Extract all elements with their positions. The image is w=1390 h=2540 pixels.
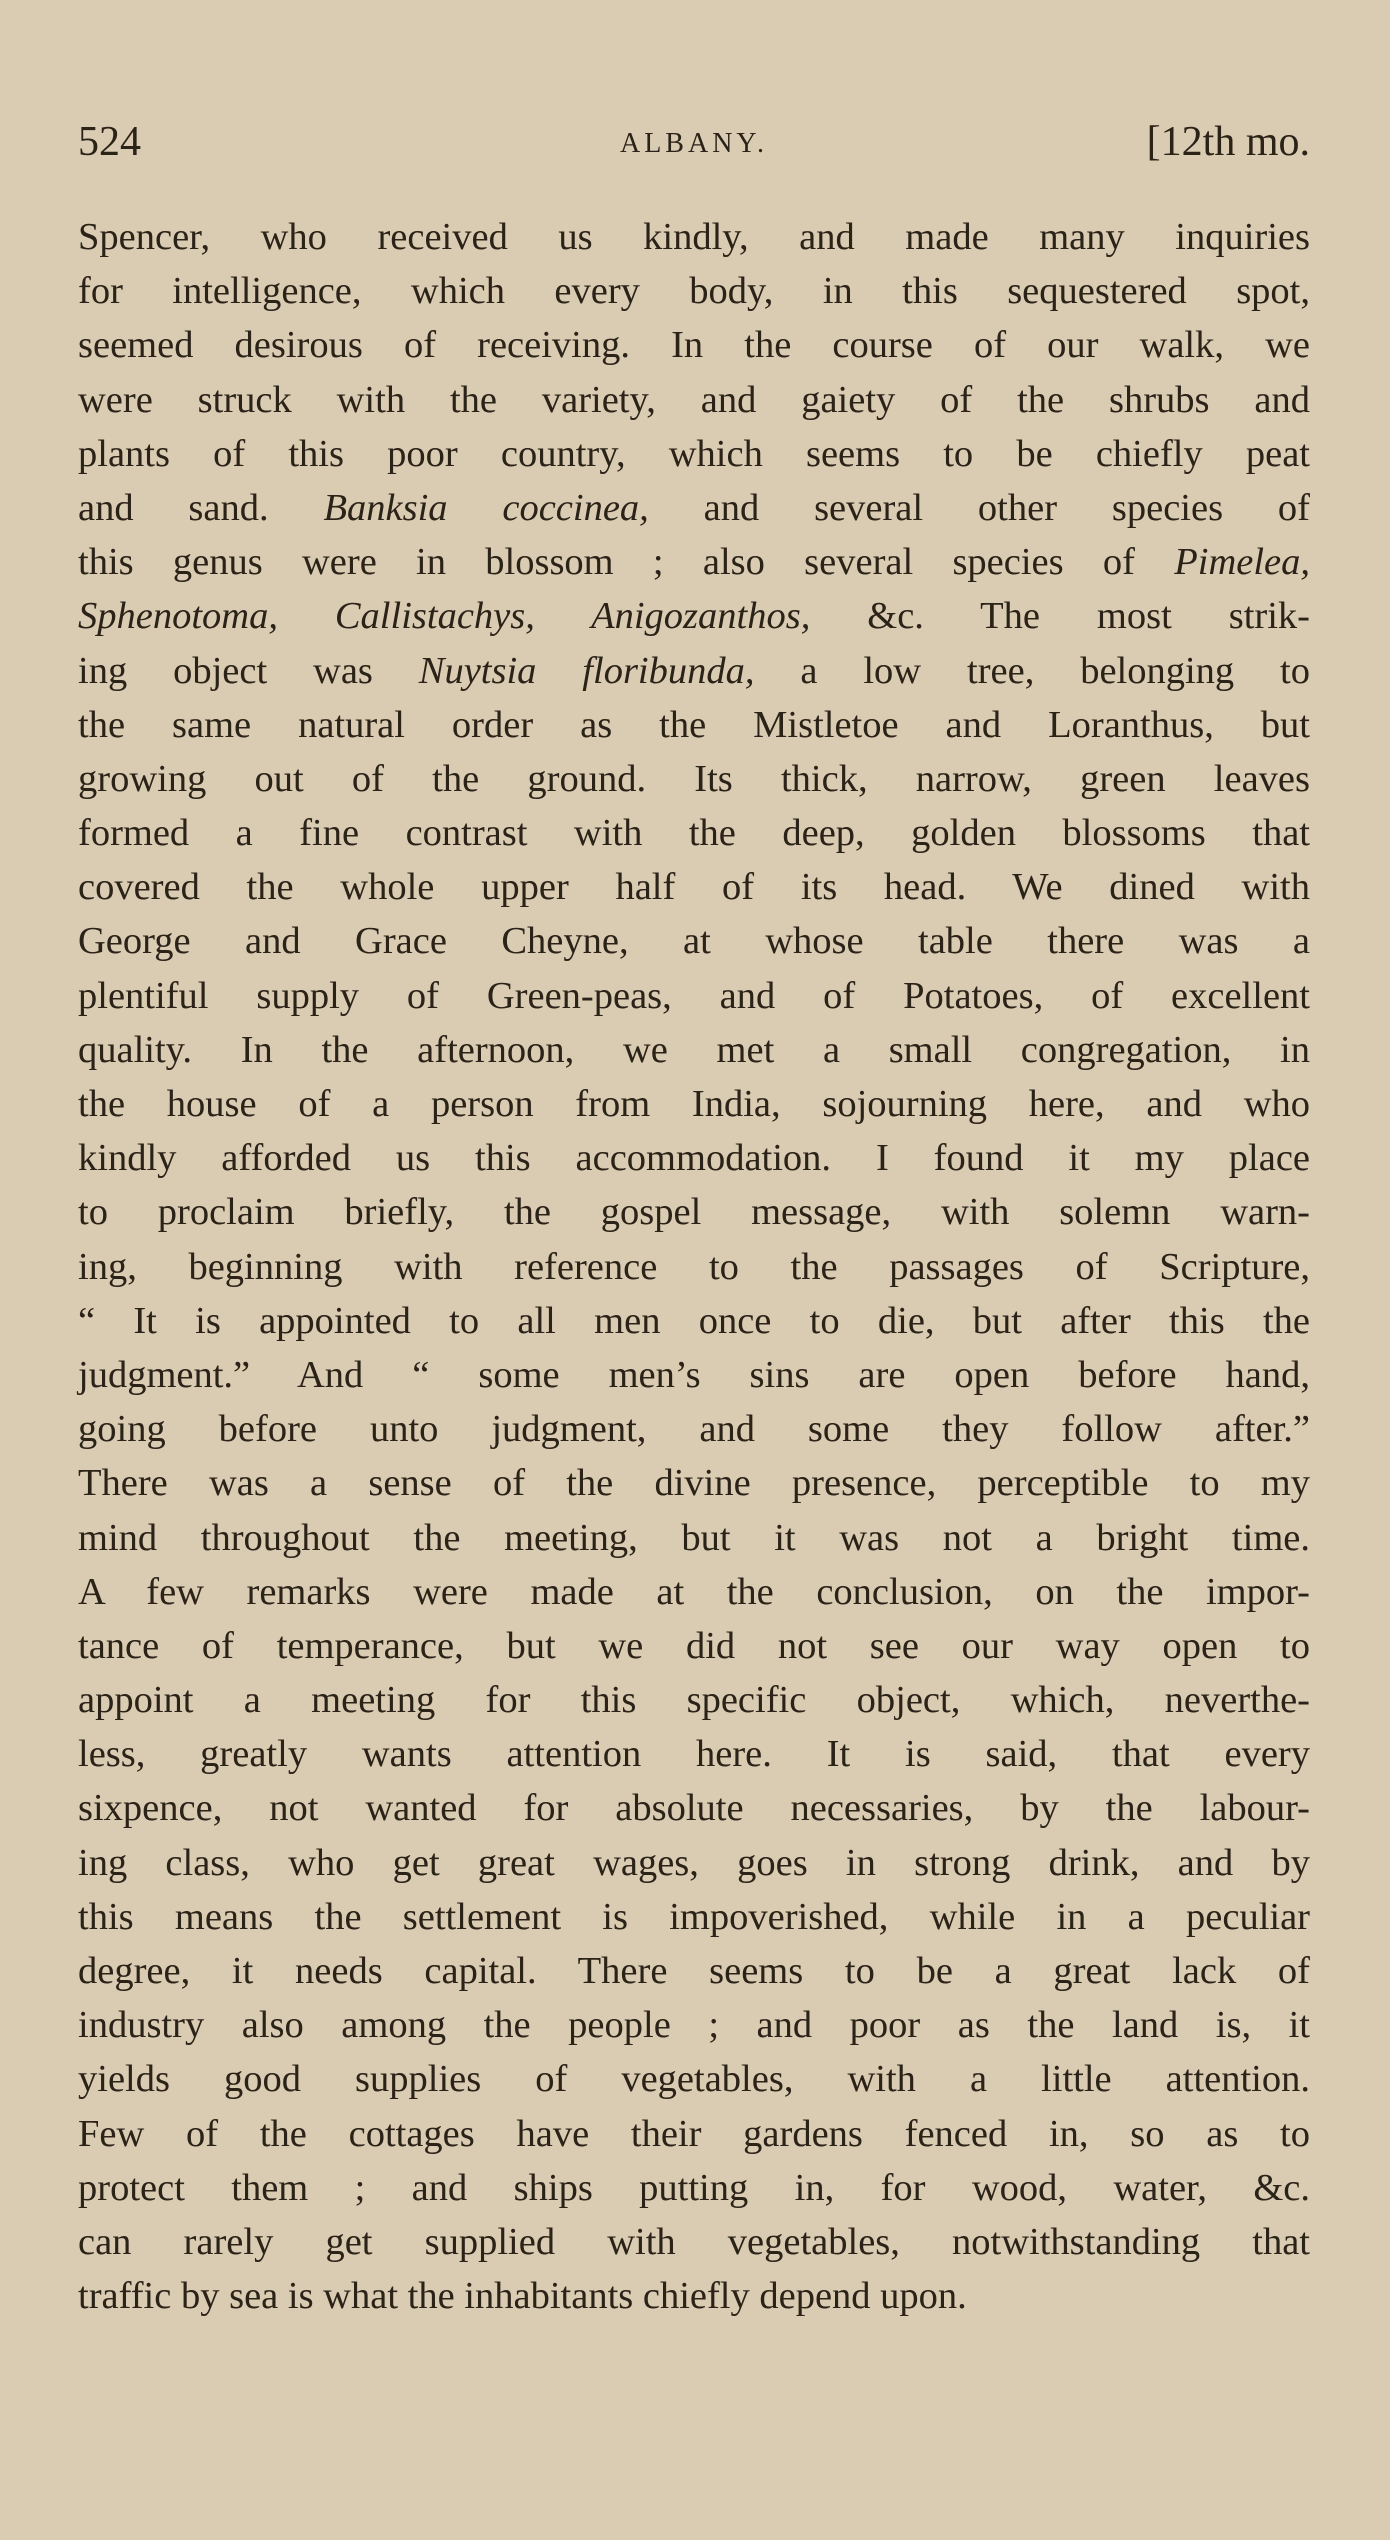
text-run: can rarely get supplied with vegetables, notwithstanding that bbox=[78, 2220, 1310, 2263]
running-title: ALBANY. bbox=[619, 128, 769, 159]
body-text bbox=[78, 210, 1310, 2323]
text-run: &c. The most strik- bbox=[810, 595, 1310, 638]
text-run: There was a sense of the divine presence, perceptible to my bbox=[78, 1462, 1310, 1505]
text-line bbox=[78, 914, 1310, 968]
page-number: 524 bbox=[78, 119, 141, 165]
text-line bbox=[78, 2052, 1310, 2106]
text-run: plants of this poor country, which seems to be chiefly peat bbox=[78, 432, 1310, 475]
text-run: covered the whole upper half of its head. We dined with bbox=[78, 866, 1310, 909]
text-run: ing, beginning with reference to the passages of Scripture, bbox=[78, 1245, 1310, 1288]
text-line bbox=[78, 481, 1310, 535]
text-line bbox=[78, 806, 1310, 860]
text-run: tance of temperance, but we did not see our way open to bbox=[78, 1624, 1310, 1667]
text-run: this genus were in blossom ; also several species of bbox=[78, 541, 1175, 584]
text-run: George and Grace Cheyne, at whose table there was a bbox=[78, 920, 1310, 963]
text-run: judgment.” And “ some men’s sins are open before hand, bbox=[78, 1353, 1310, 1396]
text-run: to proclaim briefly, the gospel message, with solemn warn- bbox=[78, 1191, 1310, 1234]
text-line bbox=[78, 589, 1310, 643]
text-run: yields good supplies of vegetables, with a little attention. bbox=[78, 2058, 1310, 2101]
text-line bbox=[78, 1998, 1310, 2052]
text-line bbox=[78, 1619, 1310, 1673]
text-line bbox=[78, 1727, 1310, 1781]
text-run: plentiful supply of Green-peas, and of Potatoes, of excellent bbox=[78, 974, 1310, 1017]
text-run: appoint a meeting for this specific object, which, neverthe- bbox=[78, 1679, 1310, 1722]
text-run: and sand. bbox=[78, 486, 324, 529]
text-run: and several other species of bbox=[648, 486, 1310, 529]
italic-term: Sphenotoma, Callistachys, Anigozanthos, bbox=[78, 595, 811, 638]
text-line bbox=[78, 1565, 1310, 1619]
text-run: the same natural order as the Mistletoe and Loranthus, but bbox=[78, 703, 1310, 746]
italic-term: Pimelea, bbox=[1174, 541, 1310, 584]
text-line bbox=[78, 1456, 1310, 1510]
text-line bbox=[78, 969, 1310, 1023]
text-line bbox=[78, 698, 1310, 752]
text-run: “ It is appointed to all men once to die, but after this the bbox=[78, 1299, 1310, 1342]
text-run: traffic by sea is what the inhabitants chiefly depend upon. bbox=[78, 2275, 967, 2318]
text-run: kindly afforded us this accommodation. I found it my place bbox=[78, 1137, 1310, 1180]
text-line bbox=[78, 1077, 1310, 1131]
text-line bbox=[78, 1402, 1310, 1456]
text-run: degree, it needs capital. There seems to be a great lack of bbox=[78, 1950, 1310, 1992]
text-line bbox=[78, 1023, 1310, 1077]
section-marker: [12th mo. bbox=[1146, 119, 1310, 165]
italic-term: Banksia coccinea, bbox=[323, 486, 649, 529]
text-run: quality. In the afternoon, we met a small congregation, in bbox=[78, 1028, 1310, 1071]
text-line bbox=[78, 535, 1310, 589]
text-line bbox=[78, 1836, 1310, 1890]
running-head bbox=[78, 118, 1310, 178]
text-run: sixpence, not wanted for absolute necessaries, by the labour- bbox=[78, 1787, 1310, 1830]
text-run: this means the settlement is impoverished, while in a peculiar bbox=[78, 1895, 1310, 1938]
text-line bbox=[78, 644, 1310, 698]
text-run: growing out of the ground. Its thick, narrow, green leaves bbox=[78, 757, 1310, 800]
text-line bbox=[78, 1673, 1310, 1727]
text-line bbox=[78, 2161, 1310, 2215]
text-run: ing class, who get great wages, goes in strong drink, and by bbox=[78, 1841, 1310, 1884]
text-line bbox=[78, 264, 1310, 318]
text-run: industry also among the people ; and poor as the land is, it bbox=[78, 2004, 1310, 2047]
text-line bbox=[78, 210, 1310, 264]
text-run: less, greatly wants attention here. It is said, that every bbox=[78, 1733, 1310, 1776]
italic-term: Nuytsia floribunda, bbox=[418, 649, 755, 692]
text-line bbox=[78, 1944, 1310, 1998]
text-run: for intelligence, which every body, in this sequestered spot, bbox=[78, 270, 1310, 313]
text-run: ing object was bbox=[78, 649, 419, 692]
text-run: seemed desirous of receiving. In the course of our walk, we bbox=[78, 324, 1310, 367]
text-line bbox=[78, 1511, 1310, 1565]
text-run: were struck with the variety, and gaiety of the shrubs and bbox=[78, 378, 1310, 421]
text-run: protect them ; and ships putting in, for wood, water, &c. bbox=[78, 2166, 1310, 2209]
text-line bbox=[78, 860, 1310, 914]
text-line bbox=[78, 2215, 1310, 2269]
text-line bbox=[78, 1890, 1310, 1944]
text-run: Spencer, who received us kindly, and made many inquiries bbox=[78, 216, 1310, 258]
text-line bbox=[78, 2107, 1310, 2161]
text-run: formed a fine contrast with the deep, golden blossoms that bbox=[78, 812, 1310, 855]
text-run: mind throughout the meeting, but it was not a bright time. bbox=[78, 1516, 1310, 1559]
text-line bbox=[78, 427, 1310, 481]
text-run: going before unto judgment, and some they follow after.” bbox=[78, 1408, 1310, 1451]
text-line bbox=[78, 2269, 1310, 2323]
text-line bbox=[78, 318, 1310, 372]
text-run: A few remarks were made at the conclusion, on the impor- bbox=[78, 1570, 1310, 1613]
text-run: a low tree, belonging to bbox=[754, 649, 1311, 692]
text-line bbox=[78, 1185, 1310, 1239]
text-line bbox=[78, 752, 1310, 806]
text-line bbox=[78, 1131, 1310, 1185]
text-run: Few of the cottages have their gardens fenced in, so as to bbox=[78, 2112, 1310, 2155]
text-line bbox=[78, 1781, 1310, 1835]
text-run: the house of a person from India, sojourning here, and who bbox=[78, 1083, 1310, 1125]
text-line bbox=[78, 1240, 1310, 1294]
text-line bbox=[78, 1294, 1310, 1348]
text-line bbox=[78, 1348, 1310, 1402]
text-line bbox=[78, 373, 1310, 427]
